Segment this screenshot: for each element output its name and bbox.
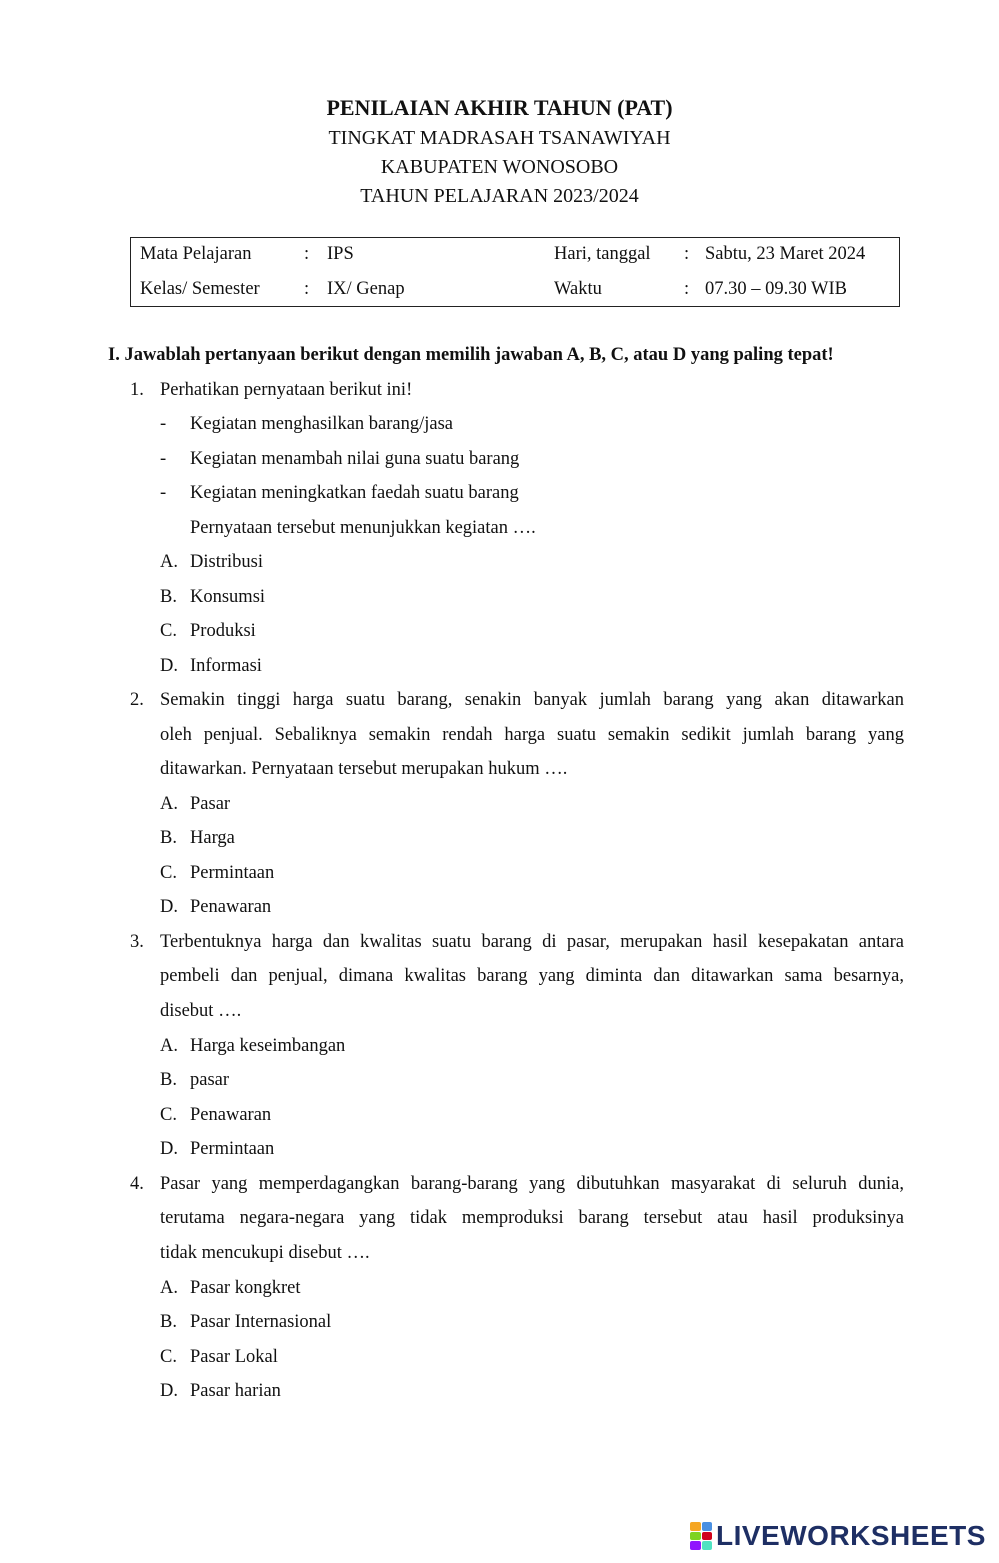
date-colon: : <box>684 244 690 264</box>
question-stem: Pernyataan tersebut menunjukkan kegiatan …. <box>190 518 536 538</box>
header-academic-year: TAHUN PELAJARAN 2023/2024 <box>360 185 639 207</box>
option-text[interactable]: Pasar Lokal <box>190 1347 278 1367</box>
question-text-line: terutama negara-negara yang tidak memproduksi barang tersebut atau hasil produksinya <box>160 1208 904 1228</box>
question-text-line: Terbentuknya harga dan kwalitas suatu barang di pasar, merupakan hasil kesepakatan antara <box>160 932 904 952</box>
option-text[interactable]: pasar <box>190 1070 230 1090</box>
option-letter[interactable]: D. <box>160 1381 178 1401</box>
liveworksheets-logo-icon <box>690 1522 712 1550</box>
question-number: 3. <box>130 932 144 952</box>
time-label: Waktu <box>554 279 602 299</box>
option-text[interactable]: Penawaran <box>190 1105 272 1125</box>
date-label: Hari, tanggal <box>554 244 651 264</box>
option-letter[interactable]: C. <box>160 1105 177 1125</box>
statement-item: Kegiatan menghasilkan barang/jasa <box>190 414 454 434</box>
subject-colon: : <box>304 244 310 264</box>
option-text[interactable]: Pasar harian <box>190 1381 281 1401</box>
bullet-dash: - <box>160 414 167 434</box>
question-number: 4. <box>130 1174 144 1194</box>
question-number: 2. <box>130 690 144 710</box>
subject-value: IPS <box>327 244 354 264</box>
option-letter[interactable]: A. <box>160 794 178 814</box>
question-text-line: Semakin tinggi harga suatu barang, senakin banyak jumlah barang yang akan ditawarkan <box>160 690 904 710</box>
option-letter[interactable]: C. <box>160 863 177 883</box>
option-text[interactable]: Distribusi <box>190 552 263 572</box>
header-regency: KABUPATEN WONOSOBO <box>380 156 619 178</box>
header-school-level: TINGKAT MADRASAH TSANAWIYAH <box>328 127 671 149</box>
watermark-text: LIVEWORKSHEETS <box>716 1520 986 1551</box>
option-text[interactable]: Permintaan <box>190 863 275 883</box>
class-value: IX/ Genap <box>327 279 405 299</box>
question-text-line: pembeli dan penjual, dimana kwalitas barang yang diminta dan ditawarkan sama besarnya, <box>160 966 904 986</box>
option-letter[interactable]: A. <box>160 1278 178 1298</box>
time-value: 07.30 – 09.30 WIB <box>705 279 848 299</box>
statement-item: Kegiatan menambah nilai guna suatu barang <box>190 449 520 469</box>
option-letter[interactable]: C. <box>160 621 177 641</box>
time-colon: : <box>684 279 690 299</box>
option-text[interactable]: Pasar <box>190 794 231 814</box>
option-letter[interactable]: D. <box>160 897 178 917</box>
question-number: 1. <box>130 380 144 400</box>
question-text-line: oleh penjual. Sebaliknya semakin rendah harga suatu semakin sedikit jumlah barang yang <box>160 725 904 745</box>
option-letter[interactable]: D. <box>160 656 178 676</box>
option-letter[interactable]: B. <box>160 587 177 607</box>
liveworksheets-watermark <box>690 1520 986 1552</box>
option-letter[interactable]: C. <box>160 1347 177 1367</box>
document-title: PENILAIAN AKHIR TAHUN (PAT) <box>326 95 673 120</box>
option-letter[interactable]: B. <box>160 1070 177 1090</box>
option-text[interactable]: Pasar kongkret <box>190 1278 301 1298</box>
subject-label: Mata Pelajaran <box>140 244 252 264</box>
option-letter[interactable]: B. <box>160 828 177 848</box>
option-text[interactable]: Harga keseimbangan <box>190 1036 346 1056</box>
option-letter[interactable]: D. <box>160 1139 178 1159</box>
exam-info-box <box>130 237 900 307</box>
date-value: Sabtu, 23 Maret 2024 <box>705 244 866 264</box>
class-colon: : <box>304 279 310 299</box>
question-text-line: ditawarkan. Pernyataan tersebut merupakan hukum …. <box>160 759 568 779</box>
option-text[interactable]: Penawaran <box>190 897 272 917</box>
bullet-dash: - <box>160 483 167 503</box>
question-text-line: Pasar yang memperdagangkan barang-barang yang dibutuhkan masyarakat di seluruh dunia, <box>160 1174 904 1194</box>
question-text-line: disebut …. <box>160 1001 242 1021</box>
question-text-line: tidak mencukupi disebut …. <box>160 1243 370 1263</box>
option-letter[interactable]: A. <box>160 1036 178 1056</box>
option-text[interactable]: Produksi <box>190 621 256 641</box>
option-letter[interactable]: A. <box>160 552 178 572</box>
option-text[interactable]: Harga <box>190 828 235 848</box>
option-text[interactable]: Konsumsi <box>190 587 266 607</box>
question-text: Perhatikan pernyataan berikut ini! <box>160 380 413 400</box>
option-text[interactable]: Permintaan <box>190 1139 275 1159</box>
option-letter[interactable]: B. <box>160 1312 177 1332</box>
statement-item: Kegiatan meningkatkan faedah suatu barang <box>190 483 519 503</box>
section-instruction: I. Jawablah pertanyaan berikut dengan memilih jawaban A, B, C, atau D yang paling tepat! <box>108 345 834 365</box>
option-text[interactable]: Pasar Internasional <box>190 1312 332 1332</box>
bullet-dash: - <box>160 449 167 469</box>
class-label: Kelas/ Semester <box>140 279 260 299</box>
option-text[interactable]: Informasi <box>190 656 262 676</box>
